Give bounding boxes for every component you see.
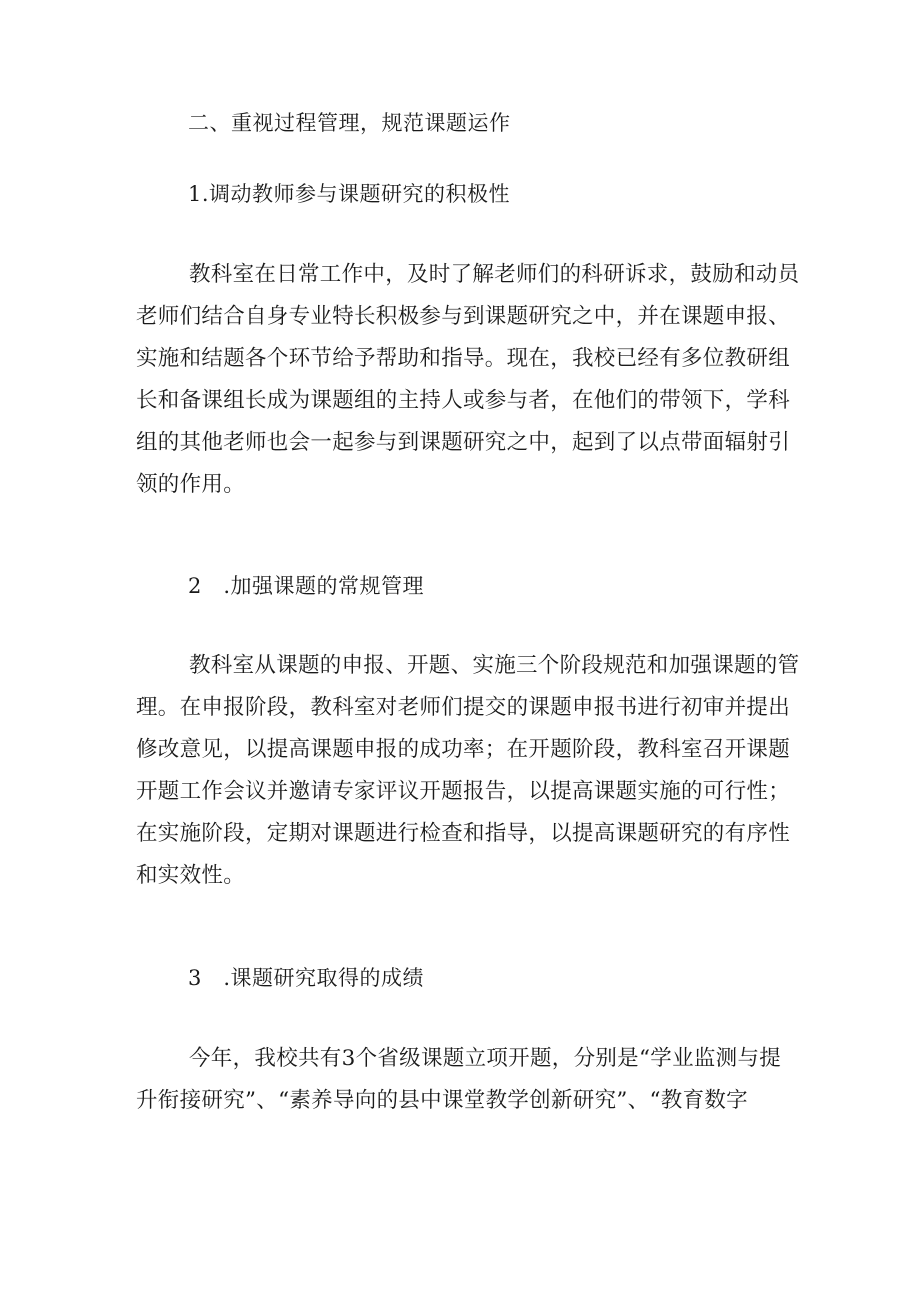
paragraph-line: 教科室从课题的申报、开题、实施三个阶段规范和加强课题的管 xyxy=(189,653,800,678)
paragraph-line: 领的作用。 xyxy=(136,472,246,497)
section-heading: 二、重视过程管理，规范课题运作 xyxy=(188,111,511,135)
paragraph-line: 今年，我校共有3个省级课题立项开题，分别是“学业监测与提 xyxy=(189,1046,782,1071)
subsection-heading-1: 1.调动教师参与课题研究的积极性 xyxy=(188,182,511,206)
paragraph-line: 教科室在日常工作中，及时了解老师们的科研诉求，鼓励和动员 xyxy=(189,262,800,287)
paragraph-line: 组的其他老师也会一起参与到课题研究之中，起到了以点带面辐射引 xyxy=(136,430,791,455)
paragraph-3 xyxy=(136,1038,786,1122)
paragraph-line: 理。在申报阶段，教科室对老师们提交的课题申报书进行初审并提出 xyxy=(136,695,791,720)
paragraph-line: 升衔接研究”、“素养导向的县中课堂教学创新研究”、“教育数字 xyxy=(136,1088,748,1113)
paragraph-line: 在实施阶段，定期对课题进行检查和指导，以提高课题研究的有序性 xyxy=(136,821,791,846)
paragraph-line: 老师们结合自身专业特长积极参与到课题研究之中，并在课题申报、 xyxy=(136,304,791,329)
paragraph-line: 修改意见，以提高课题申报的成功率；在开题阶段，教科室召开课题 xyxy=(136,737,791,762)
paragraph-line: 实施和结题各个环节给予帮助和指导。现在，我校已经有多位教研组 xyxy=(136,346,791,371)
subsection-heading-3: 3 .课题研究取得的成绩 xyxy=(188,966,425,990)
paragraph-line: 长和备课组长成为课题组的主持人或参与者，在他们的带领下，学科 xyxy=(136,388,791,413)
paragraph-line: 开题工作会议并邀请专家评议开题报告，以提高课题实施的可行性； xyxy=(136,779,791,804)
paragraph-2 xyxy=(136,645,800,897)
paragraph-1 xyxy=(136,254,800,506)
subsection-heading-2: 2 .加强课题的常规管理 xyxy=(188,574,425,598)
paragraph-line: 和实效性。 xyxy=(136,863,246,888)
